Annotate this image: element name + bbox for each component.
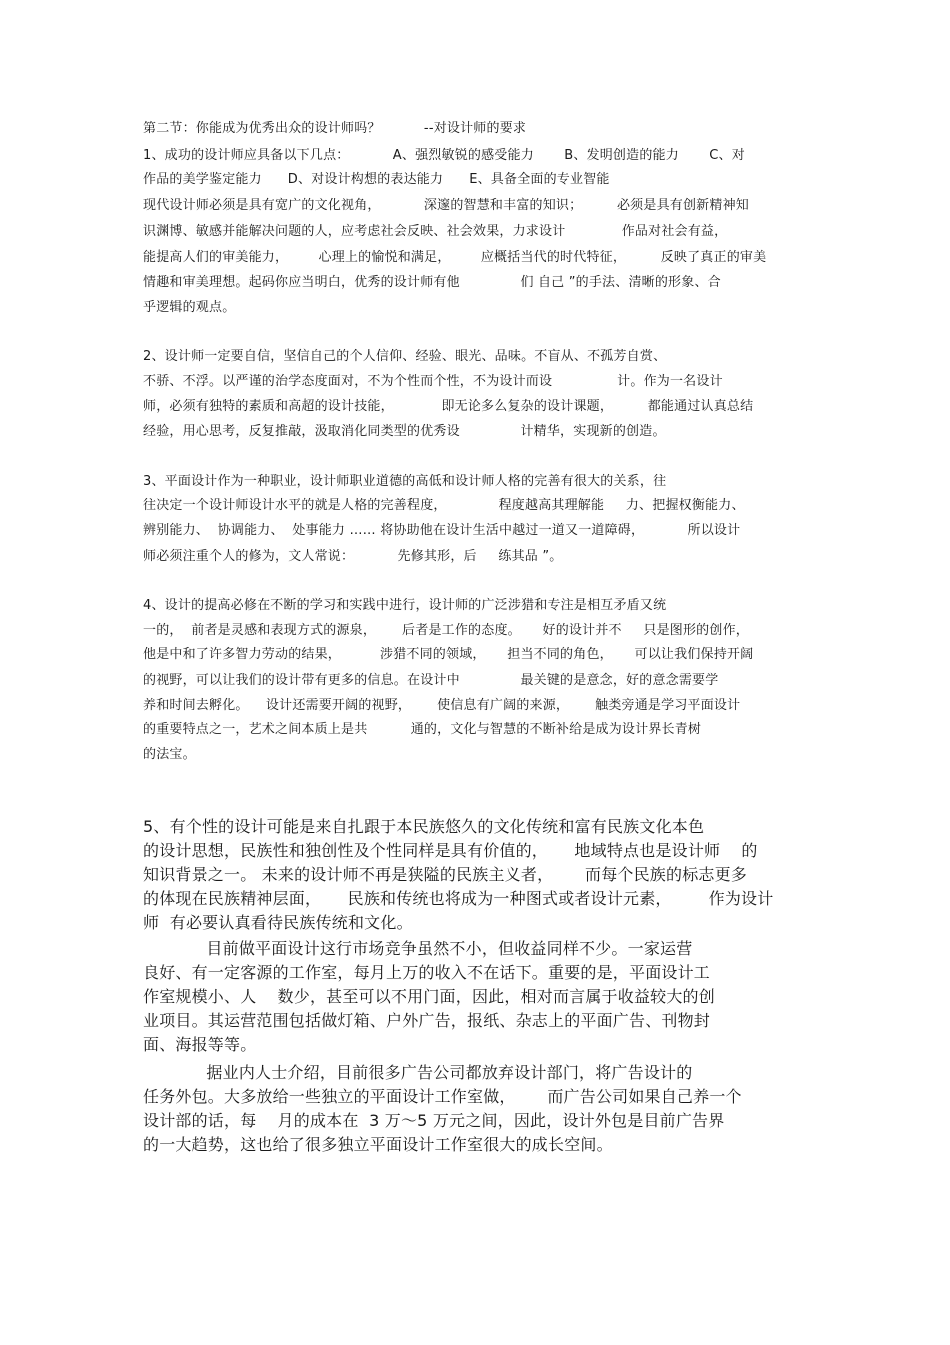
text-line-6: 能提高人们的审美能力， 心理上的愉悦和满足， 应概括当代的时代特征， 反映了真正的审美 (143, 250, 767, 265)
large-text-line-12: 任务外包。大多放给一些独立的平面设计工作室做， 而广告公司如果自己养一个 (143, 1087, 742, 1106)
text-line-18: 一的， 前者是灵感和表现方式的源泉， 后者是工作的态度。 好的设计并不 只是图形的创作， (143, 623, 749, 638)
large-text-line-1: 5、有个性的设计可能是来自扎跟于本民族悠久的文化传统和富有民族文化本色 (143, 817, 705, 836)
text-line-13: 3、平面设计作为一种职业，设计师职业道德的高低和设计师人格的完善有很大的关系，往 (143, 474, 667, 489)
large-text-line-10: 面、海报等等。 (143, 1035, 257, 1054)
large-text-line-3: 知识背景之一。 未来的设计师不再是狭隘的民族主义者， 而每个民族的标志更多 (143, 865, 748, 884)
text-line-19: 他是中和了许多智力劳动的结果， 涉猎不同的领域， 担当不同的角色， 可以让我们保持开阔 (143, 647, 754, 662)
large-text-line-2: 的设计思想，民族性和独创性及个性同样是具有价值的， 地域特点也是设计师 的 (143, 841, 758, 860)
large-text-line-5: 师 有必要认真看待民族传统和文化。 (143, 913, 413, 932)
large-text-line-13: 设计部的话，每 月的成本在 3 万～5 万元之间，因此，设计外包是目前广告界 (143, 1111, 725, 1130)
text-line-8: 乎逻辑的观点。 (143, 300, 236, 315)
large-text-line-11: 据业内人士介绍，目前很多广告公司都放弃设计部门，将广告设计的 (143, 1063, 693, 1082)
large-text-line-9: 业项目。其运营范围包括做灯箱、户外广告，报纸、杂志上的平面广告、刊物封 (143, 1011, 711, 1030)
text-line-4: 现代设计师必须是具有宽广的文化视角， 深邃的智慧和丰富的知识； 必须是具有创新精神知 (143, 198, 749, 213)
large-text-line-4: 的体现在民族精神层面， 民族和传统也将成为一种图式或者设计元素， 作为设计 (143, 889, 774, 908)
large-text-line-8: 作室规模小、人 数少，甚至可以不用门面，因此，相对而言属于收益较大的创 (143, 987, 715, 1006)
text-line-16: 师必须注重个人的修为，文人常说： 先修其形，后 练其品 ”。 (143, 549, 563, 564)
text-line-15: 辨别能力、 协调能力、 处事能力 …… 将协助他在设计生活中越过一道又一道障碍， 所以设计 (143, 523, 741, 538)
text-line-7: 情趣和审美理想。起码你应当明白，优秀的设计师有他 们 自己 ”的手法、清晰的形象、合 (143, 275, 721, 290)
large-text-line-14: 的一大趋势，这也给了很多独立平面设计工作室很大的成长空间。 (143, 1135, 613, 1154)
text-line-11: 师，必须有独特的素质和高超的设计技能， 即无论多么复杂的设计课题， 都能通过认真总结 (143, 399, 754, 414)
text-line-23: 的法宝。 (143, 747, 196, 762)
text-line-12: 经验，用心思考，反复推敲，汲取消化同类型的优秀设 计精华，实现新的创造。 (143, 424, 666, 439)
text-line-3: 作品的美学鉴定能力 D、对设计构想的表达能力 E、具备全面的专业智能 (143, 172, 610, 187)
text-line-1: 第二节：你能成为优秀出众的设计师吗？ --对设计师的要求 (143, 121, 527, 136)
text-line-14: 往决定一个设计师设计水平的就是人格的完善程度， 程度越高其理解能 力、把握权衡能力、 (143, 498, 745, 513)
text-line-20: 的视野，可以让我们的设计带有更多的信息。在设计中 最关键的是意念，好的意念需要学 (143, 673, 719, 688)
text-line-2: 1、成功的设计师应具备以下几点： A、强烈敏锐的感受能力 B、发明创造的能力 C、对 (143, 148, 745, 163)
text-line-9: 2、设计师一定要自信，坚信自己的个人信仰、经验、眼光、品味。不盲从、不孤芳自赏、 (143, 349, 667, 364)
text-line-17: 4、设计的提高必修在不断的学习和实践中进行，设计师的广泛涉猎和专注是相互矛盾又统 (143, 598, 667, 613)
large-text-line-6: 目前做平面设计这行市场竞争虽然不小，但收益同样不少。一家运营 (143, 939, 693, 958)
large-text-line-7: 良好、有一定客源的工作室，每月上万的收入不在话下。重要的是，平面设计工 (143, 963, 711, 982)
text-line-22: 的重要特点之一，艺术之间本质上是共 通的，文化与智慧的不断补给是成为设计界长青树 (143, 722, 702, 737)
text-line-10: 不骄、不浮。以严谨的治学态度面对，不为个性而个性，不为设计而设 计。作为一名设计 (143, 374, 723, 389)
text-line-21: 养和时间去孵化。 设计还需要开阔的视野， 使信息有广阔的来源， 触类旁通是学习平面设计 (143, 698, 741, 713)
text-line-5: 识渊博、敏感并能解决问题的人，应考虑社会反映、社会效果，力求设计 作品对社会有益， (143, 224, 728, 239)
